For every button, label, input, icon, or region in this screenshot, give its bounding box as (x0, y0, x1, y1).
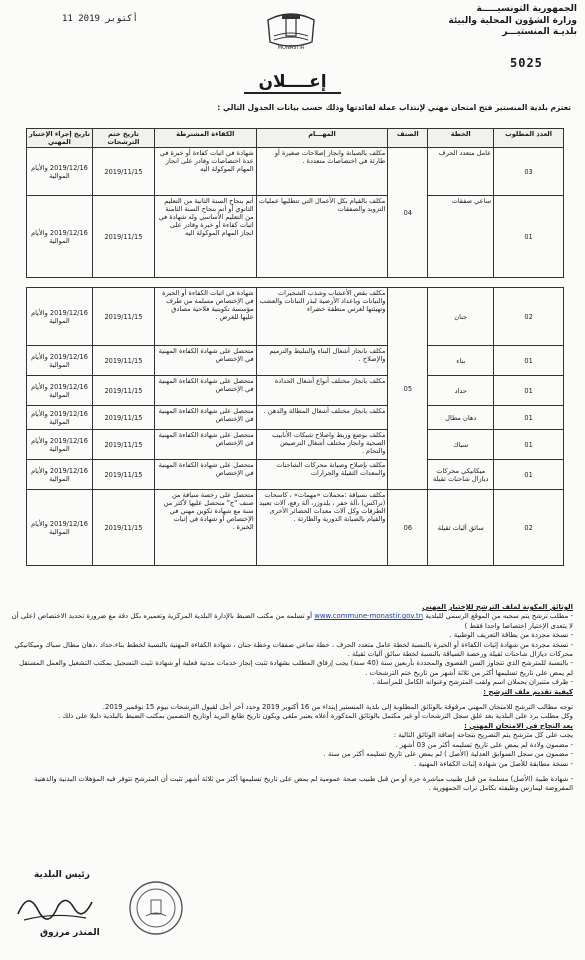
table-row: 01 حداد مكلف بانجاز مختلف أنواع أشغال الحدادة متحصل على شهادة الكفاءة المهنية في الإختصاص 2019/11/15 2019/12/16 والأيام الموالية (27, 376, 564, 406)
website-link[interactable]: www.commune-monastir.gov.tn (314, 612, 424, 621)
submission-heading: كيفية تقديم ملف الترشح : (483, 687, 573, 696)
class-cell: 04 (388, 148, 428, 278)
col-class: الصنف (388, 129, 428, 148)
page-title: إعــــلان (0, 72, 585, 92)
doc-item: - ظرف متنبران يحملان اسم ولقب المترشح وعنوانه الكامل للمراسلة . (372, 678, 573, 687)
intro-text: تعتزم بلدية المنستير فتح امتحان مهني لإنتداب عملة لفائدتها وذلك حسب بيانات الجدول التالي : (217, 103, 571, 112)
table-row: 01 ساعي صفقات مكلف بالقيام بكل الأعمال التي تتطلبها عمليات التزويد والصفقات أتم بنجاح السنة الثانية من التعليم الثانوي أو أتم بنجاح السنة الثامنة من التعليم الأساسي وله شهادة في اثبات كفاءة أو خبرة وقادر على انجاز المهام الموكولة اليه 2019/11/15 2019/12/16 والأيام الموالية (27, 196, 564, 278)
reference-number: 5025 (510, 56, 543, 70)
posts-table-part-2 (26, 287, 564, 566)
logo-caption: MONASTIR (277, 45, 305, 51)
mayor-name: المنذر مرزوق (40, 928, 100, 938)
success-item: - مضمون من سجل السوابق العدلية (الأصل ) لم يمض على تاريخ تسليمه أكثر من سنة . (323, 750, 573, 759)
handwritten-signature-icon (14, 884, 96, 926)
class-cell: 05 (388, 288, 428, 490)
col-qualification: الكفاءة المشترطة (154, 129, 256, 148)
doc-item: - نسخة مجردة من شهادة إثبات الكفاءة أو الخبرة بالنسبة لخطة عامل متعدد الحرف ، خطة ساعي صفقات وخطة جنان ، شهادة الكفاءة المهنية بالنسبة لخطط بناء،حداد ،دهان مطال سباك وميكانيكي محركات ديازال شاحنات ثقيلة ورخصة السياقة بالنسبة لخطة سائق آليات ثقيلة . (14, 640, 573, 659)
submission-text: وكل مطلب يرد على البلدية بعد غلق سجل الترشحات أو غير مكتمل بالوثائق المذكورة أعلاه يعتبر ملغى ويكون تاريخ طابع البريد أوتاريخ التضمين بمكتب الضبط بالبلدية دليلا على ذلك . (58, 712, 573, 721)
doc-item: - بالنسبة للمترشح الذي تتجاوز السن القصوى والمحددة بأربعين سنة (40 سنة) يجب إرفاق المطلب بشهادة تثبت إنجاز خدمات مدنية فعلية أو شهادة تثبت التسجيل بمكتب التشغيل والعمل المستقل لم يمض على تاريخ تسليمها أكثر من ثلاثة أشهر من تاريخ ختم الترشحات . (19, 659, 573, 677)
table-header-row (27, 129, 564, 148)
class-cell: 06 (388, 490, 428, 566)
success-item: يجب على كل مترشح يتم التصريح بنجاحه إضافة الوثائق التالية : (393, 731, 573, 740)
table-row: 03 عامل متعدد الحرف 04 مكلف بالصيانة وانجاز إصلاحات صغيرة أو طارئة في اختصاصات متعددة . شهادة في اثبات كفاءة أو خبرة في عدة اختصاصات وقادر على انجاز المهام الموكولة اليه 2019/11/15 2019/12/16 والأيام الموالية (27, 148, 564, 196)
municipality-logo-icon (262, 6, 320, 52)
success-item: - نسخة مطابقة للأصل من شهادة إثبات الكفاءة المهنية . (414, 759, 573, 768)
col-tasks: المهـــام (256, 129, 388, 148)
table-row: 01 دهان مطال مكلف بانجاز مختلف أشغال المطالة والدهن . متحصل على شهادة الكفاءة المهنية في الإختصاص 2019/11/15 2019/12/16 والأيام الموالية (27, 406, 564, 430)
received-date-stamp: 11 أكتوبر 2019 (62, 14, 138, 24)
table-row: 01 بناء مكلف بانجاز أشغال البناء والتبليط والترميم والإصلاح . متحصل على شهادة الكفاءة المهنية في الإختصاص 2019/11/15 2019/12/16 والأيام الموالية (27, 346, 564, 376)
success-item: - مضمون ولادة لم يمض على تاريخ تسليمه أكثر من 03 أشهر . (395, 740, 573, 749)
letterhead-line-1: الجمهورية التونسيـــــة (476, 4, 577, 14)
table-row: 01 سباك مكلف بوضع وربط واصلاح شبكات الأنابيب الصحية وانجاز مختلف أشغال الترصيص والتحام . متحصل على شهادة الكفاءة المهنية في الإختصاص 2019/11/15 2019/12/16 والأيام الموالية (27, 430, 564, 460)
success-heading: بعد النجاح في الامتحان المهني : (464, 721, 573, 730)
table-row: 02 جنان 05 مكلف بقص الأعشاب وشذب الشجيرات والنباتات وباعداد الأرضية لبذر النباتات والعشب وتهيئتها لغرس منطقة خضراء شهادة في اثبات الكفاءة أو الخبرة في الإختصاص مسلمة من طرف مؤسسة تكوينية فلاحية مصادق عليها للغرض . 2019/11/15 2019/12/16 والأيام الموالية (27, 288, 564, 346)
instructions (11, 603, 573, 794)
documents-heading: الوثائق المكونة لملف الترشح للإختبار المهني (422, 603, 573, 611)
posts-table-part-1 (26, 128, 564, 278)
col-count: العدد المطلوب (494, 129, 564, 148)
doc-item: - مطلب ترشح يتم سحبه من الموقع الرسمي للبلدية www.commune-monastir.gov.tn أو تسلمه من مكتب الضبط بالإدارة البلدية المركزية وتعميره بكل دقة مع ضرورة تحديد الاختصاص (على أن لا يتعدى الإختيار اختصاصا واحدا فقط ) (11, 612, 573, 630)
signature-title: رئيس البلدية (34, 870, 90, 880)
col-post: الخطة (428, 129, 494, 148)
letterhead-line-3: بلديـة المنستيـــر (502, 27, 577, 37)
submission-text: توجه مطالب الترشح للامتحان المهني مرفوقة بالوثائق المطلوبة إلى بلدية المنستير إبتداء من 16 أكتوبر 2019 وحدد آخر أجل لقبول الترشحات بيوم 15 نوفمبر 2019. (102, 703, 573, 712)
letterhead-line-2: وزارة الشؤون المحلية والبيئة (448, 15, 577, 26)
table-row: 01 ميكانيكي محركات ديازال شاحنات ثقيلة مكلف بإصلاح وصيانة محركات الشاحنات والمعدات الثقيلة والجرارات متحصل على شهادة الكفاءة المهنية في الإختصاص 2019/11/15 2019/12/16 والأيام الموالية (27, 460, 564, 490)
col-close-date: تاريخ ختم الترشحات (92, 129, 154, 148)
col-exam-date: تاريخ إجراء الإختبار المهني (27, 129, 93, 148)
letterhead (448, 4, 577, 39)
official-stamp-icon (128, 880, 184, 936)
table-row: 02 سائق آليات ثقيلة 06 مكلف بسياقة :محملات «مهمات» ، كاسحات (تراكس) ،آلة حفر ، بلدوزر، آلة رفع، آلات تعبيد الطرقات وكل آلات معدات الحضائر الأخرى والقيام بالصيانة الدورية والطارئة . متحصل على رخصة سياقة من صنف "ج" متحصل عليها لأكثر من سنة مع شهادة تكوين مهني في الإختصاص أو شهادة في إثبات الخبرة . 2019/11/15 2019/12/16 والأيام الموالية (27, 490, 564, 566)
doc-item: - نسخة مجردة من بطاقة التعريف الوطنية . (449, 631, 573, 640)
success-item: - شهادة طبية (الأصل) مسلمة من قبل طبيب مباشرة حرة أو من قبل طبيب صحة عمومية لم يمض على تاريخ تسليمها أكثر من ثلاثة أشهر تثبت أن المترشح تتوفر فيه المؤهلات البدنية والذهنية المفروضة ليمارس وظيفته بكامل تراب الجمهورية . (34, 774, 573, 793)
